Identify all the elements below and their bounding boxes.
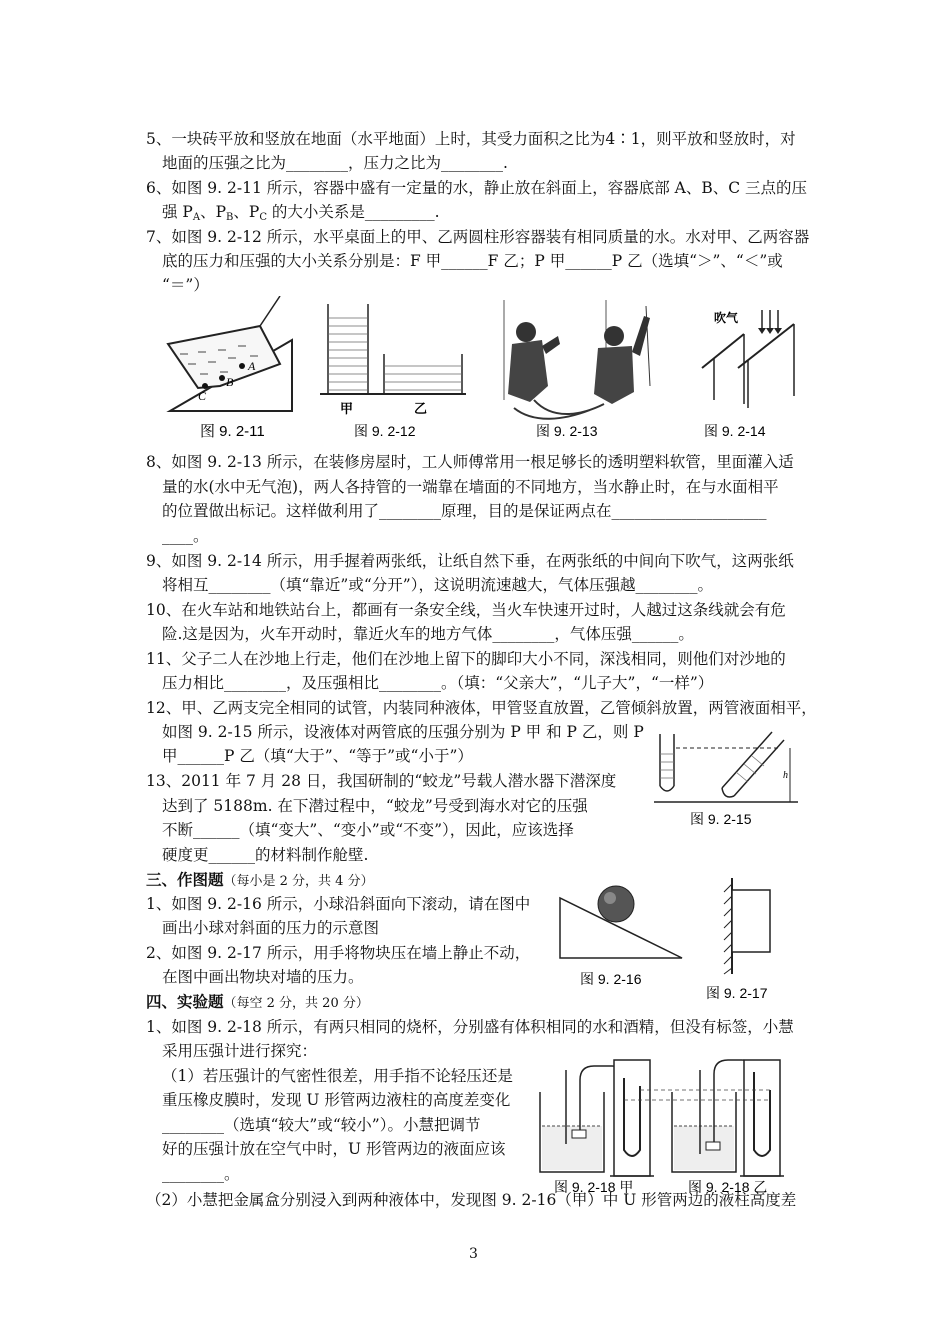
fig13-caption: 图 9. 2-13 xyxy=(536,423,598,439)
fig12-caption: 图 9. 2-12 xyxy=(354,423,416,439)
s3-q2-line1: 2、如图 9. 2-17 所示，用手将物块压在墙上静止不动， xyxy=(146,944,531,962)
s4-p1-line5: ________。 xyxy=(162,1165,240,1183)
q6-line2: 强 $P_A$、$P_B$、$P_C$ 的大小关系是_________. xyxy=(162,203,440,223)
q13-line2: 达到了 5188m. 在下潜过程中，“蛟龙”号受到海水对它的压强 xyxy=(162,797,588,815)
fig15-label-h: h xyxy=(783,770,788,781)
fig18a-caption: 图 9. 2-18 甲 xyxy=(554,1179,634,1195)
q9-line1: 9、如图 9. 2-14 所示，用手握着两张纸，让纸自然下垂，在两张纸的中间向下吹气，这两张纸 xyxy=(146,552,794,570)
figure-9-2-14 xyxy=(698,296,808,442)
section3-heading: 三、作图题（每小是 2 分，共 4 分） xyxy=(146,870,374,889)
q8-line4: ____。 xyxy=(162,527,209,545)
q13-line4: 硬度更______的材料制作舱壁. xyxy=(162,846,369,864)
fig15-caption: 图 9. 2-15 xyxy=(690,811,752,827)
q11-line2: 压力相比________，及压强相比________。（填：“父亲大”，“儿子大”，“一样”） xyxy=(162,674,714,692)
fig11-caption: 图 9. 2-11 xyxy=(200,423,265,440)
q6-line1: 6、如图 9. 2-11 所示，容器中盛有一定量的水，静止放在斜面上，容器底部 A、B、C 三点的压 xyxy=(146,179,808,197)
fig16-caption: 图 9. 2-16 xyxy=(580,971,642,987)
s3-q1-line2: 画出小球对斜面的压力的示意图 xyxy=(162,919,380,937)
s3-q1-line1: 1、如图 9. 2-16 所示，小球沿斜面向下滚动，请在图中 xyxy=(146,895,531,913)
figure-9-2-17 xyxy=(700,874,810,1006)
s4-q1-line1: 1、如图 9. 2-18 所示，有两只相同的烧杯，分别盛有体积相同的水和酒精，但没有标签，小慧 xyxy=(146,1018,794,1036)
fig14-caption: 图 9. 2-14 xyxy=(704,423,766,439)
fig14-label-blow: 吹气 xyxy=(714,311,739,325)
figure-9-2-16 xyxy=(556,880,688,990)
s3-q2-line2: 在图中画出物块对墙的压力。 xyxy=(162,968,364,986)
fig17-caption: 图 9. 2-17 xyxy=(706,985,768,1001)
section4-heading: 四、实验题（每空 2 分，共 20 分） xyxy=(146,992,369,1011)
fig12-label-yi: 乙 xyxy=(414,402,428,417)
q7-line2: 底的压力和压强的大小关系分别是：F 甲______F 乙；P 甲______P 乙（选填“＞”、“＜”或 xyxy=(162,252,783,270)
figure-9-2-15 xyxy=(652,730,802,830)
q5-line1: 5、一块砖平放和竖放在地面（水平地面）上时，其受力面积之比为4∶1，则平放和竖放时，对 xyxy=(146,130,796,148)
q12-line3: 甲______P 乙（填“大于”、“等于”或“小于”） xyxy=(162,747,473,765)
q11-line1: 11、父子二人在沙地上行走，他们在沙地上留下的脚印大小不同，深浅相同，则他们对沙地的 xyxy=(146,650,786,668)
q8-line1: 8、如图 9. 2-13 所示，在装修房屋时，工人师傅常用一根足够长的透明塑料软管，里面灌入适 xyxy=(146,453,794,471)
fig11-label-c: C xyxy=(198,389,207,403)
q10-line2: 险.这是因为，火车开动时，靠近火车的地方气体________，气体压强______。 xyxy=(162,625,694,643)
q7-line1: 7、如图 9. 2-12 所示，水平桌面上的甲、乙两圆柱形容器装有相同质量的水。水对甲、乙两容器 xyxy=(146,228,810,246)
s4-p2-line1: （2）小慧把金属盒分别浸入到两种液体中，发现图 9. 2-16（甲）中 U 形管两边的液柱高度差 xyxy=(146,1191,797,1209)
q8-line3: 的位置做出标记。这样做利用了________原理，目的是保证两点在____________________ xyxy=(162,502,767,520)
fig12-label-jia: 甲 xyxy=(340,402,354,417)
s4-p1-line3: ________（选填“较大”或“较小”）。小慧把调节 xyxy=(162,1116,481,1134)
fig11-label-a: A xyxy=(248,359,256,373)
fig11-label-b: B xyxy=(226,375,234,389)
q10-line1: 10、在火车站和地铁站台上，都画有一条安全线，当火车快速开过时，人越过这条线就会有危 xyxy=(146,601,786,619)
q8-line2: 量的水(水中无气泡)，两人各持管的一端靠在墙面的不同地方，当水静止时，在与水面相平 xyxy=(162,478,779,496)
figure-9-2-12 xyxy=(316,296,476,442)
fig18b-caption: 图 9. 2-18 乙 xyxy=(688,1179,768,1195)
s4-p1-line1: （1）若压强计的气密性很差，用手指不论轻压还是 xyxy=(162,1067,513,1085)
q5-line2: 地面的压强之比为________，压力之比为________. xyxy=(162,154,508,172)
figure-9-2-13 xyxy=(494,296,674,442)
s4-p1-line2: 重压橡皮膜时，发现 U 形管两边液柱的高度差变化 xyxy=(162,1091,511,1109)
page-number: 3 xyxy=(469,1246,478,1262)
q13-line3: 不断______（填“变大”、“变小”或“不变”），因此，应该选择 xyxy=(162,821,574,839)
q13-line1: 13、2011 年 7 月 28 日，我国研制的“蛟龙”号载人潜水器下潜深度 xyxy=(146,772,617,790)
q7-line3: “＝”） xyxy=(162,276,209,294)
q12-line2: 如图 9. 2-15 所示，设液体对两管底的压强分别为 P 甲 和 P 乙，则 P xyxy=(162,723,644,741)
figure-9-2-11 xyxy=(160,296,300,442)
s4-q1-line2: 采用压强计进行探究： xyxy=(162,1042,318,1060)
s4-p1-line4: 好的压强计放在空气中时，U 形管两边的液面应该 xyxy=(162,1140,506,1158)
q12-line1: 12、甲、乙两支完全相同的试管，内装同种液体，甲管竖直放置，乙管倾斜放置，两管液面相平， xyxy=(146,699,817,717)
figure-9-2-18 xyxy=(532,1050,802,1196)
q9-line2: 将相互________（填“靠近”或“分开”），这说明流速越大，气体压强越________。 xyxy=(162,576,713,594)
